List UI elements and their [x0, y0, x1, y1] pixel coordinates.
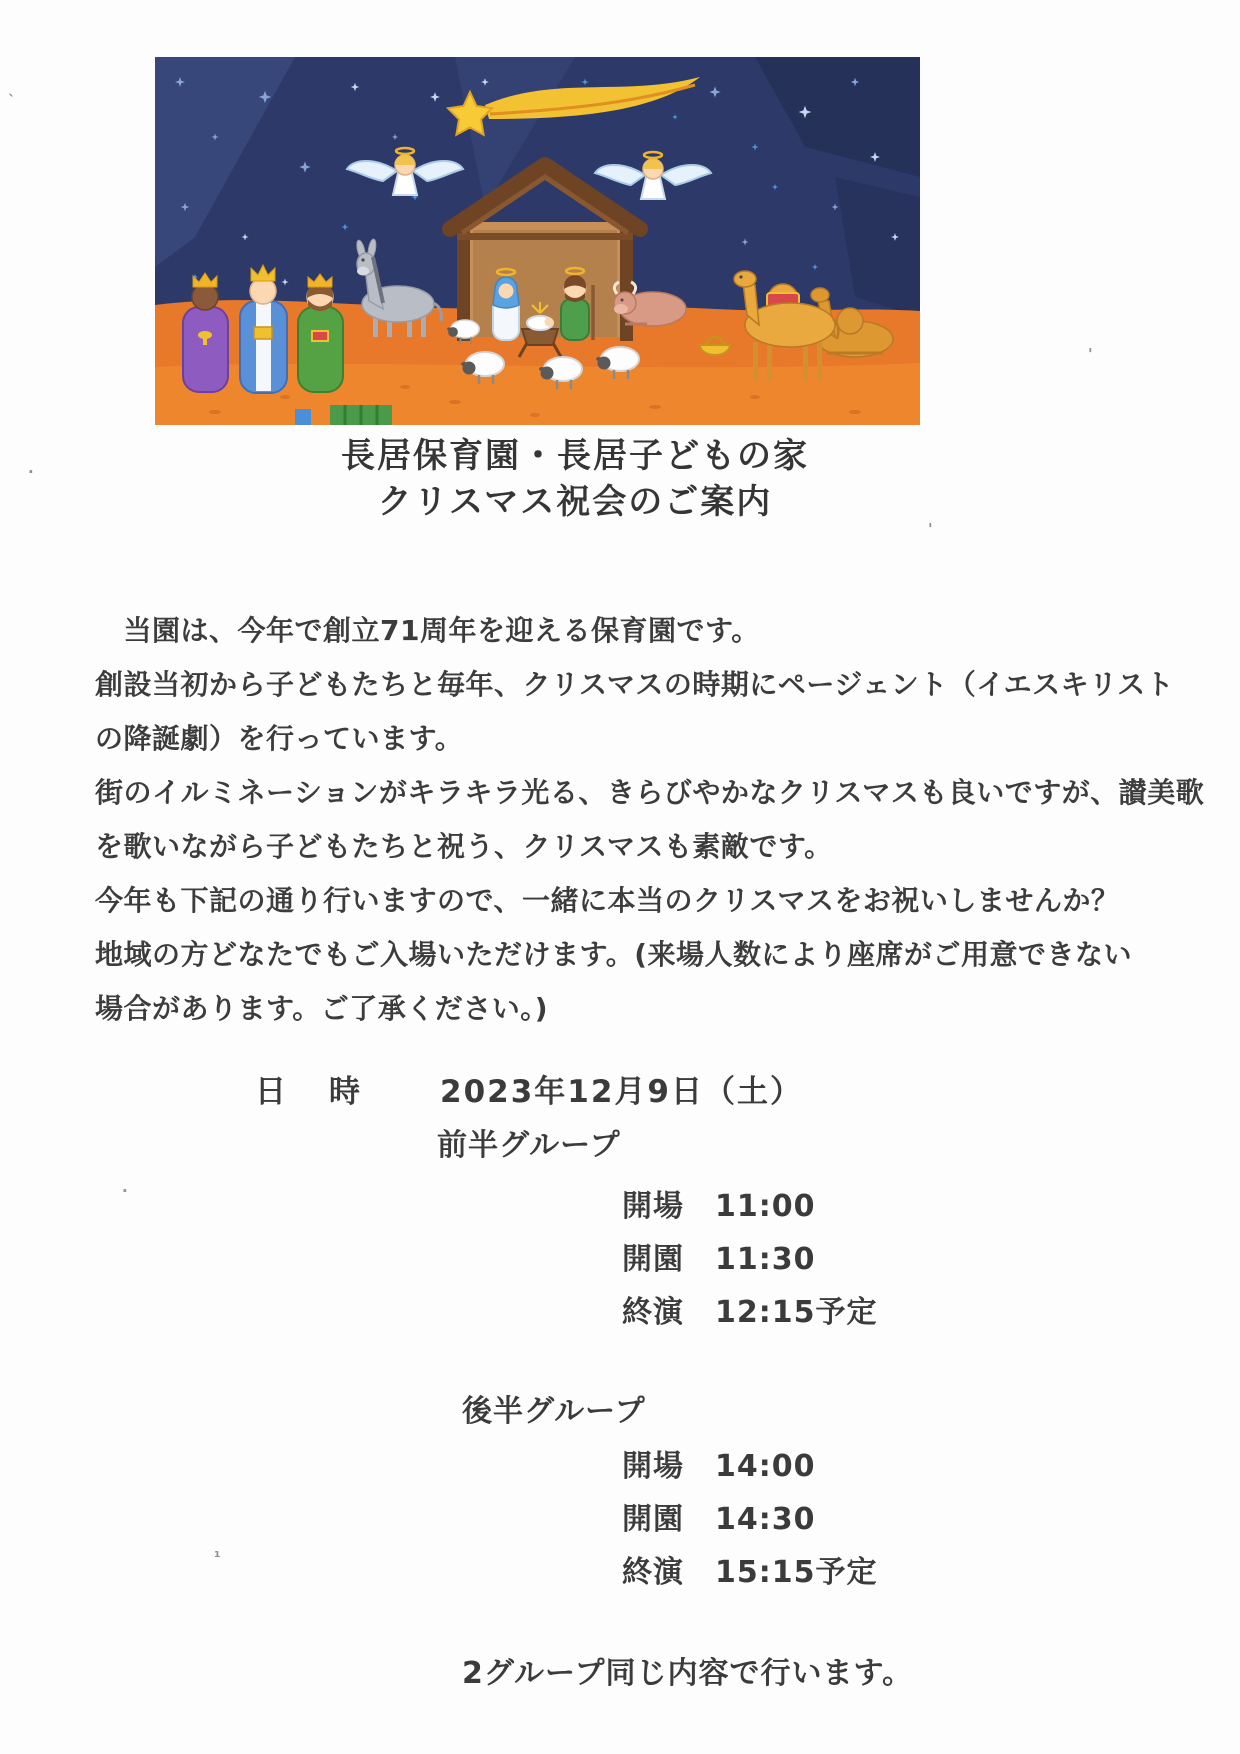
scan-artifact: `	[8, 92, 16, 110]
body-line: の降誕劇）を行っています。	[95, 722, 464, 755]
body-paragraph	[95, 602, 1205, 1034]
body-line: 地域の方どなたでもご入場いただけます。(来場人数により座席がご用意できない	[95, 938, 1133, 971]
body-line: 場合があります。ご了承ください。)	[95, 992, 549, 1025]
schedule-label: 日 時	[255, 1074, 366, 1110]
flyer-title-line1: 長居保育園・長居子どもの家	[341, 436, 809, 476]
wise-men	[183, 265, 343, 393]
flyer-title-line2: クリスマス祝会のご案内	[377, 482, 773, 522]
scan-artifact: ¹	[214, 1548, 221, 1566]
group1-end-time: 終演 12:15予定	[622, 1295, 878, 1330]
body-line: 街のイルミネーションがキラキラ光る、きらびやかなクリスマスも良いですが、讃美歌	[95, 776, 1205, 809]
schedule-note: 2グループ同じ内容で行います。	[462, 1656, 914, 1691]
group1-name: 前半グループ	[437, 1128, 621, 1163]
scan-artifact: '	[1088, 345, 1093, 363]
group1-open-time: 開場 11:00	[622, 1189, 816, 1224]
scan-artifact: '	[928, 520, 933, 538]
body-line: 当園は、今年で創立71周年を迎える保育園です。	[95, 614, 760, 647]
group2-end-time: 終演 15:15予定	[622, 1555, 878, 1590]
schedule-date: 2023年12月9日（土）	[440, 1074, 803, 1110]
body-line: 今年も下記の通り行いますので、一緒に本当のクリスマスをお祝いしませんか？	[95, 884, 1120, 917]
scan-artifact: ·	[28, 463, 34, 481]
nativity-illustration	[155, 57, 920, 425]
body-line: を歌いながら子どもたちと祝う、クリスマスも素敵です。	[95, 830, 833, 863]
scan-artifact: ·	[122, 1182, 128, 1200]
body-line: 創設当初から子どもたちと毎年、クリスマスの時期にページェント（イエスキリスト	[95, 668, 1175, 701]
group1-start-time: 開園 11:30	[622, 1242, 816, 1277]
group2-start-time: 開園 14:30	[622, 1502, 816, 1537]
group2-open-time: 開場 14:00	[622, 1449, 816, 1484]
group2-name: 後半グループ	[462, 1394, 646, 1429]
